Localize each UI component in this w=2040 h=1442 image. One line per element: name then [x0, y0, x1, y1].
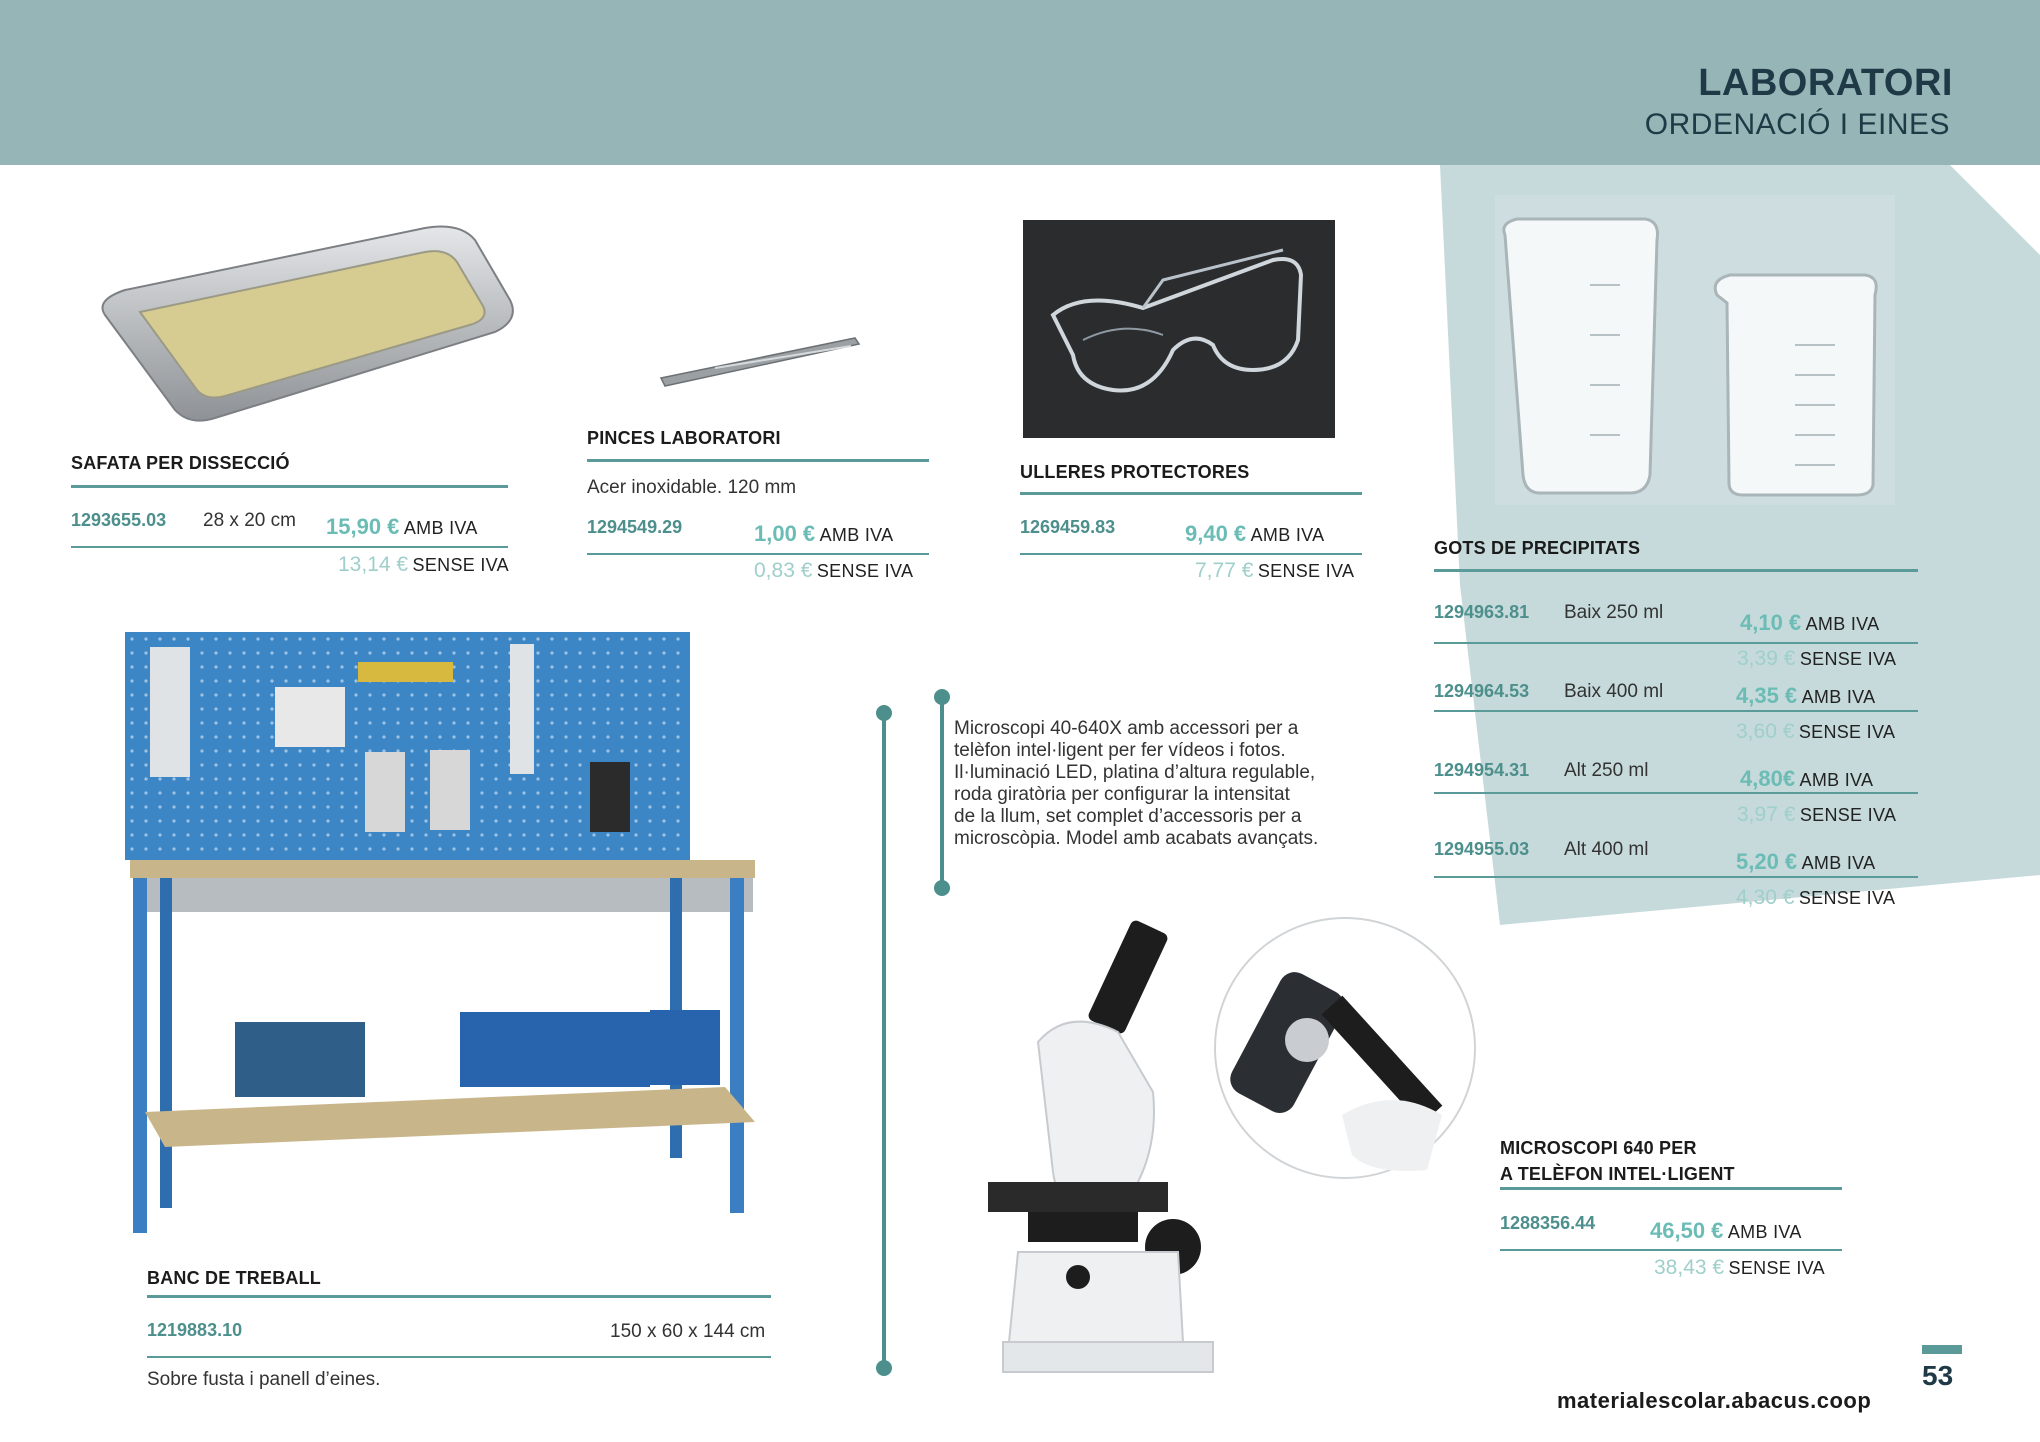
workbench-image — [125, 632, 775, 1247]
vat-label: AMB IVA — [1250, 525, 1325, 545]
price-with-vat — [1736, 849, 1875, 875]
description-line: de la llum, set complet d’accessoris per a — [954, 806, 1302, 827]
product-variant: Alt 250 ml — [1564, 760, 1649, 781]
divider — [1434, 792, 1918, 794]
divider — [587, 553, 929, 555]
price-with-vat — [1740, 766, 1873, 792]
smartphone-adapter-image — [1212, 915, 1478, 1181]
product-code: 1293655.03 — [71, 510, 167, 530]
price-without-vat — [754, 559, 913, 583]
product-name-dissection-tray: SAFATA PER DISSECCIÓ — [71, 453, 290, 473]
product-code: 1294963.81 — [1434, 602, 1530, 622]
price-with-vat — [754, 521, 893, 547]
product-code: 1294954.31 — [1434, 760, 1530, 780]
product-size: 150 x 60 x 144 cm — [610, 1321, 766, 1342]
product-name-line: MICROSCOPI 640 PER — [1500, 1138, 1697, 1158]
divider — [1020, 492, 1362, 495]
price-value: 9,40 € — [1185, 521, 1247, 546]
vat-label: SENSE IVA — [412, 555, 509, 575]
safety-goggles-image — [1023, 220, 1335, 438]
divider — [71, 546, 508, 548]
price-value: 4,30 € — [1736, 886, 1795, 909]
price-value: 4,35 € — [1736, 683, 1798, 708]
price-value: 46,50 € — [1650, 1218, 1724, 1243]
microscope-description — [954, 718, 1394, 850]
description-line: telèfon intel·ligent per fer vídeos i fotos. — [954, 740, 1286, 761]
description-line: microscòpia. Model amb acabats avançats. — [954, 828, 1319, 849]
price-value: 4,10 € — [1740, 610, 1802, 635]
price-value: 4,80€ — [1740, 766, 1796, 791]
description-line: Microscopi 40-640X amb accessori per a — [954, 718, 1299, 739]
website-url: materialescolar.abacus.coop — [1557, 1388, 1872, 1413]
product-variant: Baix 400 ml — [1564, 681, 1664, 702]
vat-label: AMB IVA — [403, 518, 478, 538]
divider — [1020, 553, 1362, 555]
divider — [71, 485, 508, 488]
vat-label: AMB IVA — [1727, 1222, 1802, 1242]
section-subtitle: ORDENACIÓ I EINES — [1644, 108, 1950, 141]
price-without-vat — [1737, 647, 1896, 671]
product-name-line: A TELÈFON INTEL·LIGENT — [1500, 1164, 1735, 1184]
bracket-dot — [934, 689, 950, 705]
vat-label: AMB IVA — [1799, 770, 1874, 790]
price-value: 7,77 € — [1195, 559, 1254, 582]
page-number-marker — [1922, 1345, 1962, 1354]
price-value: 38,43 € — [1654, 1256, 1725, 1279]
price-without-vat — [1654, 1256, 1825, 1280]
microscope-image — [978, 912, 1238, 1382]
price-value: 0,83 € — [754, 559, 813, 582]
vat-label: AMB IVA — [1801, 687, 1876, 707]
divider — [1434, 710, 1918, 712]
vat-label: AMB IVA — [1805, 614, 1880, 634]
dissection-tray-image — [95, 220, 525, 430]
divider — [1434, 569, 1918, 572]
price-without-vat — [338, 553, 509, 577]
divider — [1434, 876, 1918, 878]
description-bracket — [940, 697, 944, 887]
price-value: 3,60 € — [1736, 720, 1795, 743]
divider — [147, 1356, 771, 1358]
price-value: 13,14 € — [338, 553, 409, 576]
product-description: Sobre fusta i panell d’eines. — [147, 1369, 381, 1390]
product-code: 1269459.83 — [1020, 517, 1116, 537]
description-line: Il·luminació LED, platina d’altura regulable, — [954, 762, 1316, 783]
price-without-vat — [1737, 803, 1896, 827]
product-variant: Baix 250 ml — [1564, 602, 1664, 623]
divider-dot — [876, 705, 892, 721]
price-without-vat — [1736, 720, 1895, 744]
section-title: LABORATORI — [1698, 62, 1953, 104]
price-value: 3,39 € — [1737, 647, 1796, 670]
vat-label: SENSE IVA — [1798, 722, 1896, 742]
product-name-microscope — [1500, 1135, 1735, 1187]
vat-label: AMB IVA — [1801, 853, 1876, 873]
product-name-workbench: BANC DE TREBALL — [147, 1268, 321, 1288]
price-with-vat — [326, 514, 478, 540]
divider — [1500, 1187, 1842, 1190]
product-description: Acer inoxidable. 120 mm — [587, 477, 797, 498]
divider-dot — [876, 1360, 892, 1376]
divider — [587, 459, 929, 462]
price-without-vat — [1736, 886, 1895, 910]
divider — [147, 1295, 771, 1298]
tweezers-image — [655, 330, 865, 390]
product-variant: Alt 400 ml — [1564, 839, 1649, 860]
product-code: 1294955.03 — [1434, 839, 1530, 859]
vat-label: SENSE IVA — [1798, 888, 1896, 908]
price-value: 1,00 € — [754, 521, 816, 546]
bracket-dot — [934, 880, 950, 896]
product-name-beakers: GOTS DE PRECIPITATS — [1434, 538, 1641, 558]
price-with-vat — [1736, 683, 1875, 709]
product-code: 1219883.10 — [147, 1320, 243, 1340]
product-size: 28 x 20 cm — [203, 510, 296, 531]
description-line: roda giratòria per configurar la intensitat — [954, 784, 1290, 805]
page-number: 53 — [1922, 1360, 1954, 1391]
price-value: 5,20 € — [1736, 849, 1798, 874]
product-code: 1294964.53 — [1434, 681, 1530, 701]
vertical-divider — [882, 713, 886, 1369]
product-name-tweezers: PINCES LABORATORI — [587, 428, 781, 448]
price-with-vat — [1185, 521, 1324, 547]
price-value: 3,97 € — [1737, 803, 1796, 826]
divider — [1500, 1249, 1842, 1251]
vat-label: SENSE IVA — [1257, 561, 1355, 581]
price-with-vat — [1740, 610, 1879, 636]
product-name-safety-goggles: ULLERES PROTECTORES — [1020, 462, 1250, 482]
vat-label: SENSE IVA — [1799, 805, 1897, 825]
product-code: 1294549.29 — [587, 517, 683, 537]
price-value: 15,90 € — [326, 514, 400, 539]
product-code: 1288356.44 — [1500, 1213, 1596, 1233]
goggles-icon — [1023, 220, 1335, 438]
price-without-vat — [1195, 559, 1354, 583]
price-with-vat — [1650, 1218, 1802, 1244]
divider — [1434, 642, 1918, 644]
vat-label: SENSE IVA — [1728, 1258, 1825, 1278]
vat-label: AMB IVA — [819, 525, 894, 545]
vat-label: SENSE IVA — [816, 561, 914, 581]
beakers-image — [1495, 195, 1905, 505]
vat-label: SENSE IVA — [1799, 649, 1897, 669]
